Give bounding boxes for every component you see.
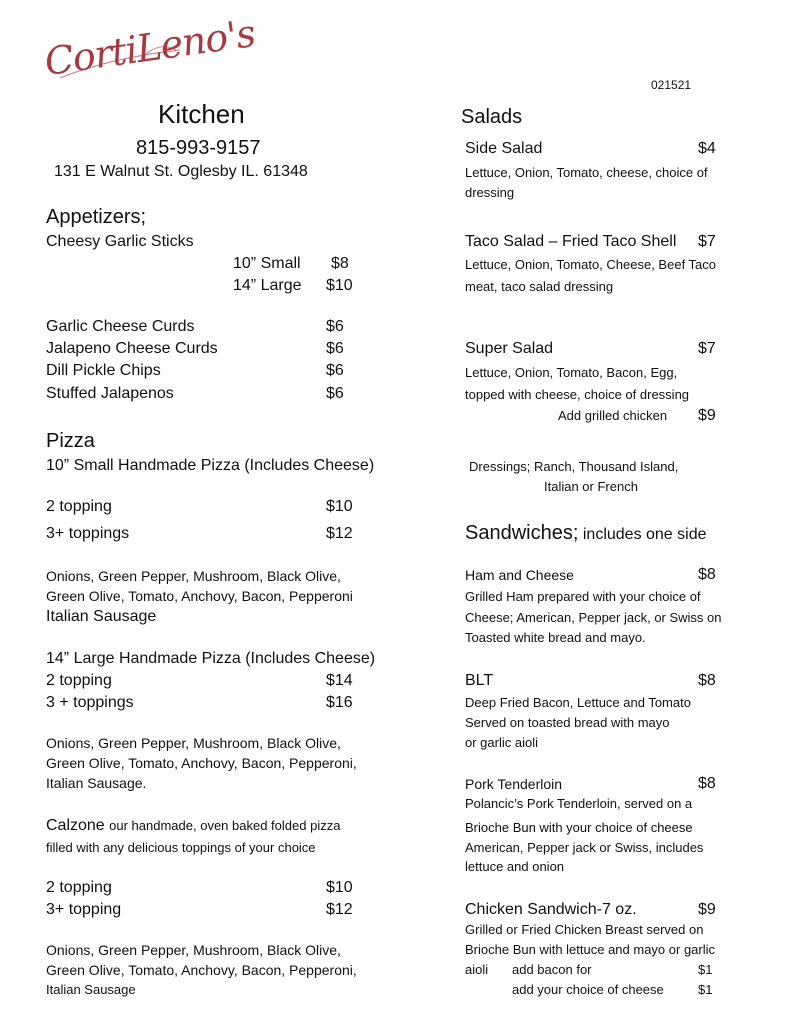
item-description: Lettuce, Onion, Tomato, cheese, choice of	[465, 165, 708, 180]
menu-item-name: Cheesy Garlic Sticks	[46, 233, 194, 250]
doc-code: 021521	[651, 78, 692, 92]
toppings-line: Green Olive, Tomato, Anchovy, Bacon, Pepperoni,	[46, 755, 357, 771]
price: $8	[698, 775, 716, 792]
price: $4	[698, 140, 716, 157]
price: $1	[698, 982, 713, 997]
item-description: Deep Fried Bacon, Lettuce and Tomato	[465, 695, 691, 710]
option-label: 3+ toppings	[46, 525, 130, 542]
calzone-heading-line	[46, 818, 340, 834]
menu-item-name: Chicken Sandwich-7 oz.	[465, 901, 637, 918]
menu-item-name: Garlic Cheese Curds	[46, 318, 195, 335]
address: 131 E Walnut St. Oglesby IL. 61348	[54, 163, 308, 180]
item-description: Lettuce, Onion, Tomato, Cheese, Beef Taco	[465, 257, 717, 272]
size-label: 10” Small	[233, 255, 301, 272]
price: $12	[326, 525, 353, 542]
menu-item-name: BLT	[465, 672, 494, 689]
sandwiches-heading: Sandwiches;	[465, 522, 579, 544]
price: $7	[698, 233, 716, 250]
menu-item-name: 14” Large Handmade Pizza (Includes Cheese)	[46, 650, 376, 667]
price: $12	[326, 901, 353, 918]
price: $9	[698, 901, 716, 918]
item-description: Brioche Bun with lettuce and mayo or garlic	[465, 942, 716, 957]
item-description: Lettuce, Onion, Tomato, Bacon, Egg,	[465, 365, 678, 380]
menu-item-name: Taco Salad – Fried Taco Shell	[465, 233, 677, 250]
toppings-line: Green Olive, Tomato, Anchovy, Bacon, Pepperoni	[46, 588, 353, 604]
option-label: 3+ topping	[46, 901, 122, 918]
calzone-description: filled with any delicious toppings of your choice	[46, 840, 316, 855]
menu-item-name: 10” Small Handmade Pizza (Includes Cheese)	[46, 457, 375, 474]
toppings-line: Italian Sausage	[46, 608, 157, 625]
menu-item-name: Super Salad	[465, 340, 554, 357]
item-description: lettuce and onion	[465, 859, 565, 874]
item-description: dressing	[465, 185, 515, 200]
addon-label: add bacon for	[512, 962, 592, 977]
price: $6	[326, 385, 344, 402]
price: $10	[326, 879, 353, 896]
brand-logo: CortiLeno's	[41, 10, 258, 84]
dressings-line: Italian or French	[544, 479, 638, 494]
price: $6	[326, 318, 344, 335]
price: $1	[698, 962, 713, 977]
price: $8	[698, 672, 716, 689]
toppings-line: Green Olive, Tomato, Anchovy, Bacon, Pepperoni,	[46, 962, 357, 978]
calzone-description: our handmade, oven baked folded pizza	[109, 818, 341, 833]
item-description: Cheese; American, Pepper jack, or Swiss on	[465, 610, 722, 625]
addon-label: Add grilled chicken	[558, 408, 668, 423]
menu-item-name: Side Salad	[465, 140, 543, 157]
item-description: or garlic aioli	[465, 735, 538, 750]
option-label: 2 topping	[46, 498, 112, 515]
item-description: American, Pepper jack or Swiss, includes	[465, 840, 704, 855]
menu-item-name: Jalapeno Cheese Curds	[46, 340, 218, 357]
price: $10	[326, 498, 353, 515]
pizza-heading: Pizza	[46, 430, 95, 452]
price: $7	[698, 340, 716, 357]
size-label: 14” Large	[233, 277, 302, 294]
sandwiches-heading-line	[465, 523, 707, 543]
option-label: 2 topping	[46, 879, 112, 896]
price: $16	[326, 694, 353, 711]
menu-item-name: Pork Tenderloin	[465, 776, 563, 792]
menu-item-name: Stuffed Jalapenos	[46, 385, 174, 402]
option-label: 2 topping	[46, 672, 112, 689]
toppings-line: Onions, Green Pepper, Mushroom, Black Olive,	[46, 942, 341, 958]
toppings-line: Onions, Green Pepper, Mushroom, Black Olive,	[46, 568, 341, 584]
toppings-line: Onions, Green Pepper, Mushroom, Black Olive,	[46, 735, 341, 751]
item-description: Polancic’s Pork Tenderloin, served on a	[465, 796, 693, 811]
menu-item-name: Ham and Cheese	[465, 567, 574, 583]
item-description: Toasted white bread and mayo.	[465, 630, 646, 645]
toppings-line: Italian Sausage	[46, 982, 136, 997]
item-description: topped with cheese, choice of dressing	[465, 387, 690, 402]
item-description: Grilled Ham prepared with your choice of	[465, 589, 701, 604]
page-title: Kitchen	[158, 99, 245, 129]
phone-number: 815-993-9157	[136, 137, 261, 159]
sandwiches-subheading: includes one side	[582, 526, 707, 543]
price: $8	[331, 255, 349, 272]
option-label: 3 + toppings	[46, 694, 134, 711]
item-description: Brioche Bun with your choice of cheese	[465, 820, 693, 835]
salads-heading: Salads	[461, 106, 523, 128]
price: $10	[326, 277, 353, 294]
price: $9	[698, 407, 716, 424]
toppings-line: Italian Sausage.	[46, 775, 147, 791]
price: $6	[326, 340, 344, 357]
item-description: meat, taco salad dressing	[465, 279, 614, 294]
calzone-heading: Calzone	[46, 817, 105, 834]
price: $8	[698, 566, 716, 583]
price: $6	[326, 362, 344, 379]
item-description: aioli	[465, 962, 489, 977]
appetizers-heading: Appetizers;	[46, 206, 147, 228]
item-description: Grilled or Fried Chicken Breast served on	[465, 922, 704, 937]
item-description: Served on toasted bread with mayo	[465, 715, 670, 730]
dressings-line: Dressings; Ranch, Thousand Island,	[469, 459, 679, 474]
menu-item-name: Dill Pickle Chips	[46, 362, 161, 379]
addon-label: add your choice of cheese	[512, 982, 664, 997]
price: $14	[326, 672, 353, 689]
